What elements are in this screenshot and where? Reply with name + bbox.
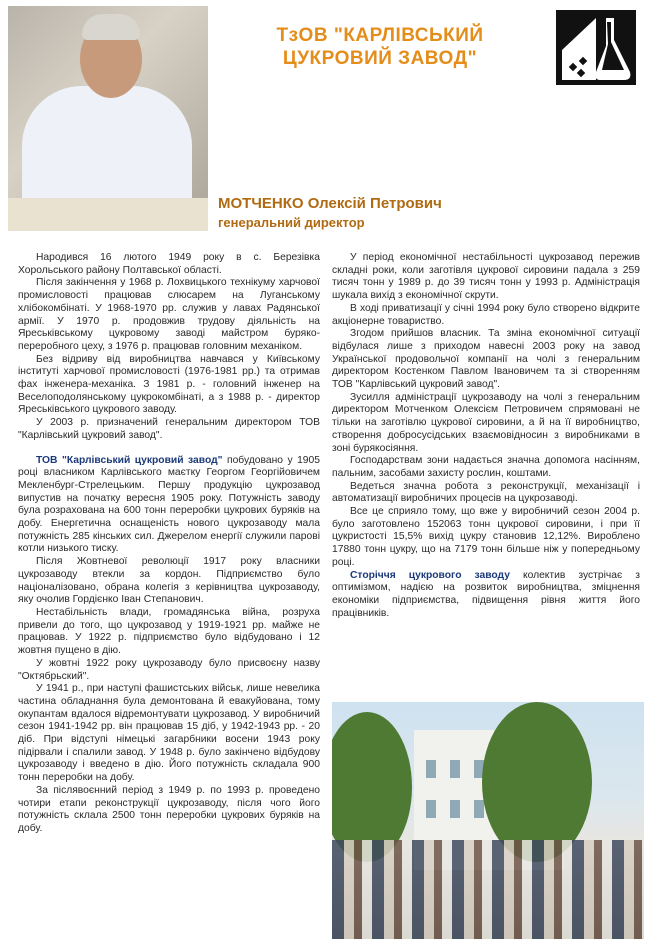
title-line-1: ТзОВ "КАРЛІВСЬКИЙ <box>276 25 484 46</box>
group-of-people <box>332 840 644 939</box>
right-text-column <box>332 252 640 620</box>
paragraph: Нестабільність влади, громадянська війна, розруха привели до того, що цукрозавод у 1919-1921 рр. майже не працював. У 1922 р. підприємство було відбудовано і 12 жовтня пущено в дію. <box>18 606 320 657</box>
window <box>426 760 436 778</box>
factory-group-photo <box>332 702 644 939</box>
paragraph: Згодом прийшов власник. Та зміна економічної ситуації відбулася лише з приходом навесні 2003 року на завод Української продовольчої компанії на чолі з генеральним директором Костенком Павлом Івановичем та зі створенням ТОВ "Карлівський цукровий завод". <box>332 328 640 391</box>
page-title <box>230 24 530 70</box>
paragraph: Зусилля адміністрації цукрозаводу на чолі з генеральним директором Мотченком Олексієм Петровичем спрямовані не тільки на заготівлю цукрової сировини, а й на її виробництво, створення добросусідських взаємовідносин з виробниками в зоні бурякосіяння. <box>332 391 640 454</box>
title-line-2: ЦУКРОВИЙ ЗАВОД" <box>282 48 478 69</box>
tree-right <box>482 702 592 862</box>
paragraph: В ході приватизації у січні 1994 року було створено відкрите акціонерне товариство. <box>332 302 640 327</box>
window <box>450 760 460 778</box>
paragraph: У 1941 р., при наступі фашистських військ, лише невелика частина обладнання була демонтована й евакуйована, тому окупантам вдалося відремонтувати цукрозавод. У виробничий сезон 1941-1942 рр. він працював 15 діб, у 1942-1943 рр. - 20 діб. При відступі німецькі загарбники восени 1943 року підірвали і спалили завод. У 1948 р. було закінчено відбудову цукрозаводу і введено в дію. Його потужність складала 900 тонн переробки на добу. <box>18 683 320 784</box>
paragraph: Народився 16 лютого 1949 року в с. Березівка Хорольського району Полтавської області. <box>18 252 320 276</box>
window <box>474 800 484 818</box>
paragraph-text: побудовано у 1905 році власником Карлівського маєтку Георгом Георгійовичем Мекленбург-Стрелецьким. Першу продукцію цукрозавод випустив на початку вересня 1905 року. Потужність заводу була розрахована на 600 тонн переробки цукрових буряків на добу. Енергетична оснащеність нового цукрозаводу мала потужність 285 кінських сил. Джерелом енергії служили парові котли низького тиску. <box>18 454 320 555</box>
paragraph: У період економічної нестабільності цукрозавод пережив складні роки, коли заготівля цукрової сировини падала з 259 тисяч тонн у 1989 р. до 39 тисяч тонн у 1993 р. Адміністрація шукала вихід з економічної скрути. <box>332 252 640 302</box>
paragraph <box>332 570 640 621</box>
paragraph-text: колектив зустрічає з оптимізмом, надією на розвиток виробництва, зміцнення економіки підприємства, підвищення рівня життя його працівників. <box>332 569 640 619</box>
centenary-highlight: Сторіччя цукрового заводу <box>350 569 510 581</box>
paragraph: Все це сприяло тому, що вже у виробничий сезон 2004 р. було заготовлено 152063 тонн цукрової сировини, і при її цукристості 15,5% вихід цукру становив 12,12%. Вироблено 17880 тонн цукру, що на 7179 тонн більше ніж у попередньому році. <box>332 506 640 568</box>
paragraph: Ведеться значна робота з реконструкції, механізації і автоматизації виробничих процесів на цукрозаводі. <box>332 480 640 505</box>
director-position: генеральний директор <box>218 215 365 230</box>
portrait-hair <box>82 14 140 40</box>
paragraph: У жовтні 1922 року цукрозаводу було присвоєну назву "Октябрьский". <box>18 657 320 682</box>
window <box>450 800 460 818</box>
company-name-highlight: ТОВ "Карлівський цукровий завод" <box>36 454 223 466</box>
paragraph: Після Жовтневої революції 1917 року власники цукрозаводу втекли за кордон. Підприємство було націоналізовано, обрана колегія з керівництва цукрозаводу, яку очолив Гордієнко Іван Степанович. <box>18 556 320 606</box>
paragraph: У 2003 р. призначений генеральним директором ТОВ "Карлівський цукровий завод". <box>18 417 320 441</box>
window <box>426 800 436 818</box>
paragraph: Господарствам зони надається значна допомога насінням, пальним, засобами захисту рослин, коштами. <box>332 455 640 479</box>
paragraph <box>18 455 320 557</box>
portrait-desk <box>8 198 208 231</box>
director-portrait <box>8 6 208 231</box>
paragraph: Після закінчення у 1968 р. Лохвицького технікуму харчової промисловості працював слюсарем на Луганському хлібокомбінаті. У 1968-1970 рр. служив у лавах Радянської армії. У 1970 р. продовжив трудову діяльність на Яреськівському цукровому заводі майстром бурякопереробного цеху, з 1976 р. працював головним механіком. <box>18 277 320 352</box>
left-text-column <box>18 252 320 836</box>
paragraph: Без відриву від виробництва навчався у Київському інституті харчової промисловості (1976-1981 рр.) та отримав фах інженера-механіка. З 1981 р. - головний інженер на Веселоподолянському цукрокомбінаті, а з 1988 р. - директор Яреськівського цукрового заводу. <box>18 353 320 416</box>
paragraph: За післявоєнний період з 1949 р. по 1993 р. проведено чотири етапи реконструкції цукрозаводу, після чого його потужність склала 2500 тонн переробки цукрових буряків на добу. <box>18 784 320 834</box>
director-name: МОТЧЕНКО Олексій Петрович <box>218 195 442 212</box>
factory-flask-logo-icon <box>556 10 636 85</box>
